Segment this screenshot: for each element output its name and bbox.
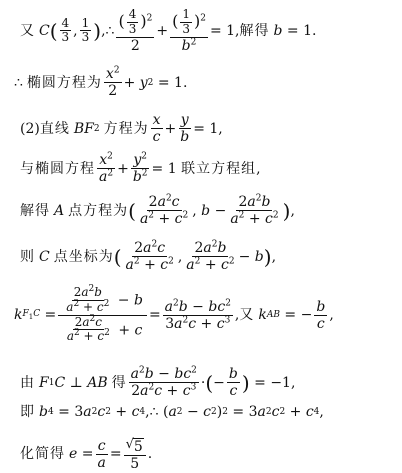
slope-compound-fraction: $\frac{2a^2b}{a^2 + c^2}$ − b $\frac{2a^2c}{a^2 + c^2}$ + c <box>58 286 147 344</box>
fraction-term-1: ( $\frac{4}{3}$ )$^2$ 2 <box>118 7 153 54</box>
line-6: 则 C 点坐标为 ( $\frac{2a^2c}{a^2 + c^2}$ , $\frac{2a^2b}{a^2 + c^2}$ − b ) , <box>20 239 277 274</box>
line-3: (2) 直线 BF 2 方程为 $\frac{x}{c}$ + $\frac{y}{b}$ = 1 , <box>20 112 223 146</box>
line-2: ∴ 椭圆方程为 $\frac{x^2}{2}$ + y 2 = 1 . <box>14 65 188 100</box>
line-9: 即 b 4 = 3 a 2 c 2 + c 4 , ∴ ( a 2 − c 2 ) 2 = 3 a 2 c 2 + c 4 , <box>20 404 324 420</box>
line-10: 化简得 e = $\frac{c}{a}$ = √ 5 5 . <box>20 437 153 473</box>
line-1: 又 C ( $\frac{4}{3}$ , $\frac{1}{3}$ ) , ∴ ( $\frac{4}{3}$ )$^2$ 2 + ( $\frac{1}{3}$ )$^2$ $b^2$ = 1 , 解得 b = 1 . <box>20 7 317 54</box>
line-5: 解得 A 点方程为 ( $\frac{2a^2c}{a^2 + c^2}$ , b − $\frac{2a^2b}{a^2 + c^2}$ ) , <box>20 193 295 228</box>
line-4: 与椭圆方程 $\frac{x^2}{a^2}$ + $\frac{y^2}{b^2}$ = 1 联立方程组 , <box>20 151 261 186</box>
line-8: 由 F 1 C ⊥ AB 得 $\frac{a^2b - bc^2}{2a^2c + c^3}$ · ( − $\frac{b}{c}$ ) = −1 , <box>20 365 296 400</box>
fraction-term-2: ( $\frac{1}{3}$ )$^2$ $b^2$ <box>172 7 206 54</box>
line-7: k $F_1C$ = $\frac{2a^2b}{a^2 + c^2}$ − b $\frac{2a^2c}{a^2 + c^2}$ + c = $\frac{a^2b - bc^2}{3a^2c + c^3}$ , 又 k AB = − $\frac{b}{c}$ , <box>14 284 334 344</box>
